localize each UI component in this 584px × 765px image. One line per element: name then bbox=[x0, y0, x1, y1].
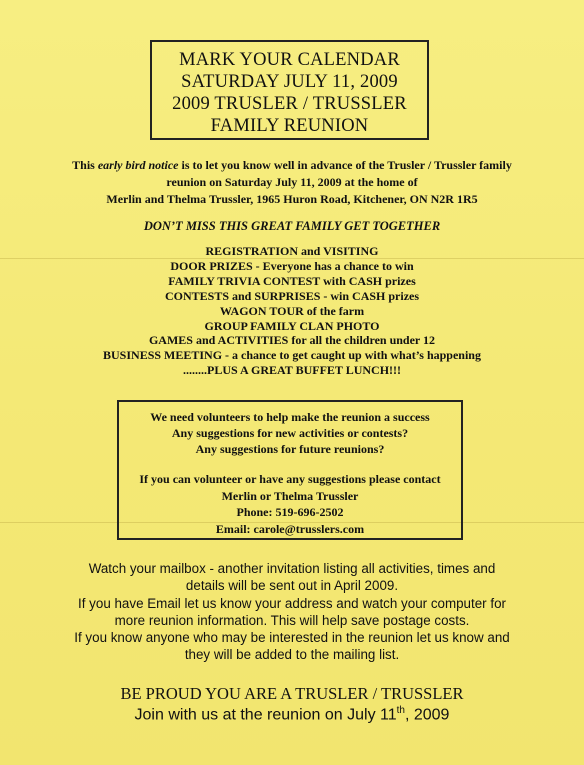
title-line: 2009 TRUSLER / TRUSSLER bbox=[172, 94, 407, 114]
intro-text: is to let you know well in advance of the Trusler / Trussler family bbox=[178, 158, 512, 172]
activity-item: REGISTRATION and VISITING bbox=[205, 244, 379, 258]
activity-item: GROUP FAMILY CLAN PHOTO bbox=[204, 318, 380, 333]
footer-invitation-text: Join with us at the reunion on July 11 bbox=[134, 706, 397, 724]
intro-paragraph bbox=[40, 157, 544, 208]
footer-ordinal: th bbox=[396, 705, 405, 716]
mailing-info-line: more reunion information. This will help save postage costs. bbox=[114, 612, 470, 628]
activity-item: CONTESTS and SURPRISES - win CASH prizes bbox=[164, 288, 420, 303]
volunteer-question: Any suggestions for future reunions? bbox=[195, 442, 385, 456]
activity-item: WAGON TOUR of the farm bbox=[219, 303, 365, 318]
intro-line: reunion on Saturday July 11, 2009 at the home of bbox=[166, 175, 418, 189]
spacer bbox=[119, 457, 461, 471]
activity-item: DOOR PRIZES - Everyone has a chance to win bbox=[170, 258, 414, 273]
mailing-info bbox=[30, 560, 554, 664]
intro-prefix: This bbox=[72, 158, 98, 172]
mailing-info-line: If you have Email let us know your address and watch your computer for bbox=[78, 595, 506, 611]
footer-invitation bbox=[30, 705, 554, 724]
volunteer-box bbox=[117, 400, 463, 540]
calendar-title-box bbox=[150, 40, 429, 140]
contact-name: Merlin or Thelma Trussler bbox=[221, 488, 359, 503]
contact-email: Email: carole@trusslers.com bbox=[215, 521, 365, 536]
activity-item: BUSINESS MEETING - a chance to get caught up with what’s happening bbox=[103, 348, 481, 363]
activity-item: GAMES and ACTIVITIES for all the children under 12 bbox=[148, 333, 436, 348]
mailing-info-line: Watch your mailbox - another invitation listing all activities, times and bbox=[88, 561, 496, 576]
footer-heading: BE PROUD YOU ARE A TRUSLER / TRUSSLER bbox=[120, 684, 464, 703]
mailing-info-line: details will be sent out in April 2009. bbox=[185, 578, 399, 594]
activity-item: FAMILY TRIVIA CONTEST with CASH prizes bbox=[168, 273, 416, 288]
activities-list bbox=[40, 244, 544, 378]
intro-address: Merlin and Thelma Trussler, 1965 Huron Road, Kitchener, ON N2R 1R5 bbox=[106, 192, 478, 206]
mailing-info-line: If you know anyone who may be interested in the reunion let us know and bbox=[74, 630, 510, 646]
title-line: FAMILY REUNION bbox=[210, 116, 369, 136]
intro-emphasis: early bird notice bbox=[97, 158, 179, 172]
volunteer-question: Any suggestions for new activities or contests? bbox=[171, 426, 409, 440]
mailing-info-line: they will be added to the mailing list. bbox=[184, 647, 400, 663]
activity-item: ........PLUS A GREAT BUFFET LUNCH!!! bbox=[182, 363, 402, 378]
title-date: SATURDAY JULY 11, 2009 bbox=[181, 72, 398, 92]
dont-miss-heading: DON’T MISS THIS GREAT FAMILY GET TOGETHER bbox=[143, 219, 441, 233]
footer-year: , 2009 bbox=[404, 706, 450, 724]
volunteer-heading: We need volunteers to help make the reunion a success bbox=[150, 410, 430, 424]
contact-request: If you can volunteer or have any suggestions please contact bbox=[139, 472, 441, 486]
intro-line bbox=[40, 157, 544, 174]
contact-phone: Phone: 519-696-2502 bbox=[236, 505, 344, 519]
title-line: MARK YOUR CALENDAR bbox=[179, 50, 400, 70]
